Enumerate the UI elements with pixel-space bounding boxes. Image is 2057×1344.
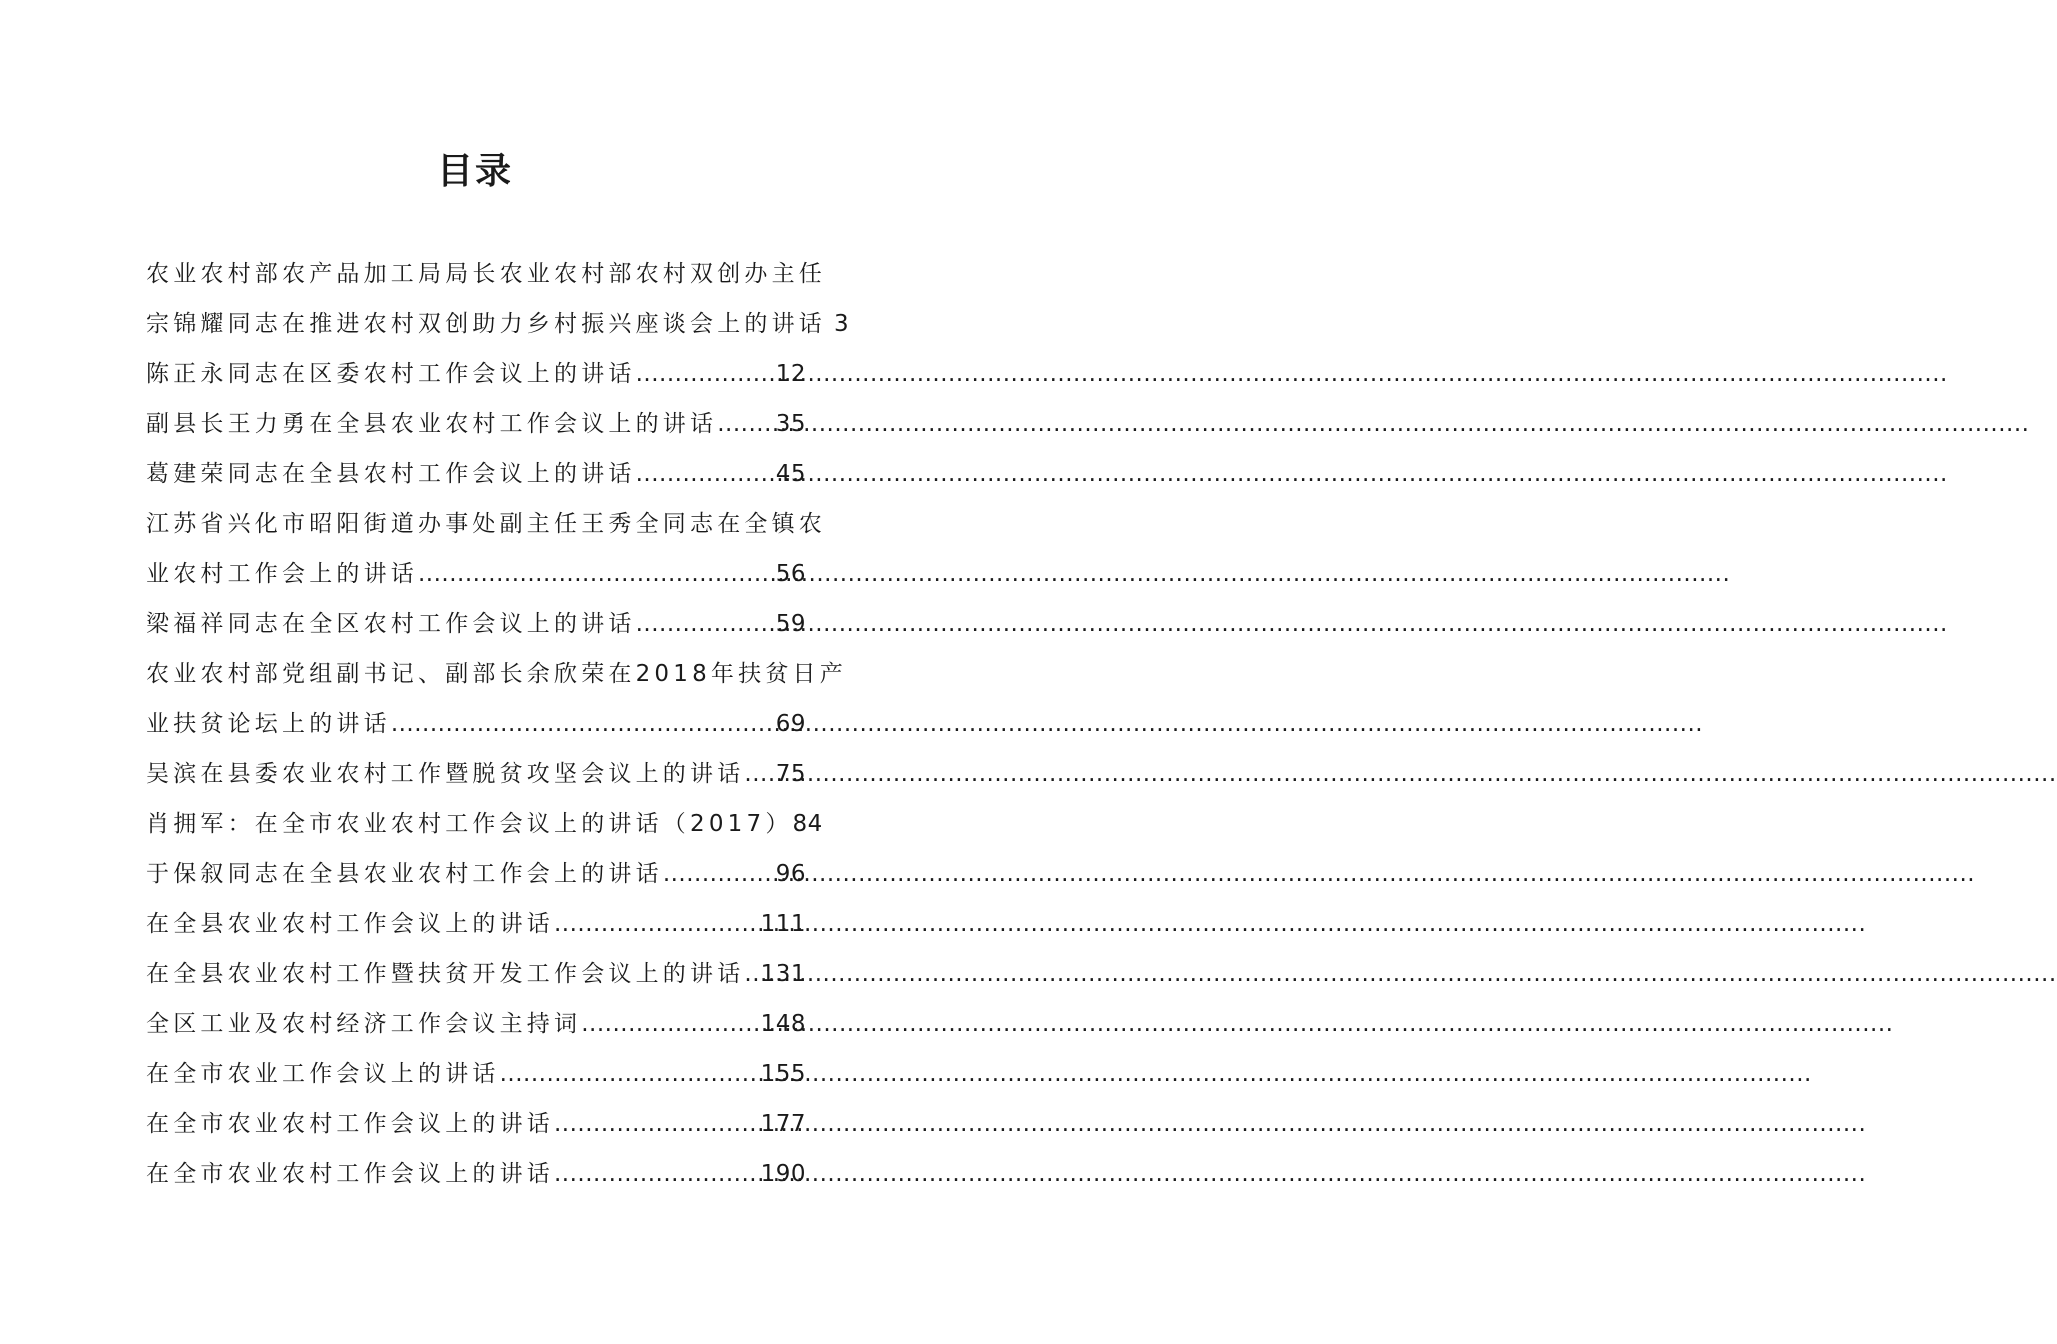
- toc-entry-line: [146, 349, 806, 399]
- page-title: 目录: [436, 150, 513, 192]
- toc-entry[interactable]: [146, 499, 826, 599]
- toc-entry[interactable]: [146, 849, 806, 899]
- toc-entry-line: [146, 499, 826, 549]
- toc-entry-line: [146, 949, 806, 999]
- toc-page-number: 69: [775, 711, 806, 737]
- dot-leader: [636, 349, 776, 399]
- dot-leader: [744, 749, 775, 799]
- toc-page-number: 177: [760, 1111, 806, 1137]
- toc-entry-title: 吴滨在县委农业农村工作暨脱贫攻坚会议上的讲话: [146, 761, 745, 787]
- toc-page-number: 155: [760, 1061, 806, 1087]
- toc-entry-title: 副县长王力勇在全县农业农村工作会议上的讲话: [146, 411, 718, 437]
- toc-page-number: 131: [760, 961, 806, 987]
- toc-entry-line: [146, 299, 850, 349]
- toc-entry[interactable]: [146, 799, 823, 849]
- toc-entry-title: 葛建荣同志在全县农村工作会议上的讲话: [146, 461, 636, 487]
- dot-leader: [418, 549, 776, 599]
- toc-entry-line: [146, 999, 806, 1049]
- dot-leader: [554, 1149, 761, 1199]
- dot-leader: [554, 1099, 761, 1149]
- toc-entry-title: 梁福祥同志在全区农村工作会议上的讲话: [146, 611, 636, 637]
- toc-page-number: 59: [775, 611, 806, 637]
- document-page: [0, 0, 950, 1344]
- toc-entry-line: [146, 799, 823, 849]
- toc-entry[interactable]: [146, 999, 806, 1049]
- toc-entry[interactable]: [146, 749, 806, 799]
- dot-leader: [636, 449, 776, 499]
- toc-entry[interactable]: [146, 349, 806, 399]
- toc-entry[interactable]: [146, 399, 806, 449]
- toc-page-number: 111: [760, 911, 806, 937]
- toc-entry-line: [146, 699, 806, 749]
- toc-entry[interactable]: [146, 599, 806, 649]
- dot-leader: [636, 599, 776, 649]
- toc-entry-line: [146, 849, 806, 899]
- toc-entry[interactable]: [146, 649, 847, 749]
- toc-entry-title: 宗锦耀同志在推进农村双创助力乡村振兴座谈会上的讲话: [146, 311, 826, 337]
- toc-entry-title: 业农村工作会上的讲话: [146, 561, 418, 587]
- toc-page-number: 3: [834, 311, 850, 337]
- toc-entry-title: 农业农村部农产品加工局局长农业农村部农村双创办主任: [146, 261, 826, 287]
- toc-entry-line: [146, 599, 806, 649]
- toc-entry[interactable]: [146, 249, 850, 349]
- toc-entry-title: 在全市农业工作会议上的讲话: [146, 1061, 500, 1087]
- table-of-contents: [146, 249, 850, 1199]
- toc-entry-line: [146, 1099, 806, 1149]
- toc-page-number: 45: [775, 461, 806, 487]
- toc-entry[interactable]: [146, 449, 806, 499]
- toc-page-number: 12: [775, 361, 806, 387]
- toc-entry-title: 于保叙同志在全县农业农村工作会上的讲话: [146, 861, 663, 887]
- toc-entry-title: 业扶贫论坛上的讲话: [146, 711, 391, 737]
- toc-entry-line: [146, 549, 806, 599]
- toc-entry-title: 在全市农业农村工作会议上的讲话: [146, 1111, 554, 1137]
- toc-entry-line: [146, 399, 806, 449]
- toc-entry-line: [146, 1049, 806, 1099]
- toc-entry[interactable]: [146, 1049, 806, 1099]
- toc-entry-title: 在全县农业农村工作暨扶贫开发工作会议上的讲话: [146, 961, 745, 987]
- toc-entry-line: [146, 649, 847, 699]
- toc-page-number: 84: [792, 811, 823, 837]
- toc-entry-line: [146, 749, 806, 799]
- toc-entry-line: [146, 1149, 806, 1199]
- toc-entry-title: 农业农村部党组副书记、副部长余欣荣在2018年扶贫日产: [146, 661, 847, 687]
- toc-page-number: 75: [775, 761, 806, 787]
- toc-entry[interactable]: [146, 1149, 806, 1199]
- toc-entry-line: [146, 899, 806, 949]
- dot-leader: [581, 999, 760, 1049]
- toc-entry-title: 肖拥军：在全市农业农村工作会议上的讲话（2017）: [146, 811, 793, 837]
- toc-entry-title: 全区工业及农村经济工作会议主持词: [146, 1011, 582, 1037]
- toc-entry[interactable]: [146, 1099, 806, 1149]
- toc-page-number: 35: [775, 411, 806, 437]
- toc-page-number: 148: [760, 1011, 806, 1037]
- toc-entry-title: 江苏省兴化市昭阳街道办事处副主任王秀全同志在全镇农: [146, 511, 826, 537]
- dot-leader: [500, 1049, 761, 1099]
- toc-entry[interactable]: [146, 899, 806, 949]
- dot-leader: [554, 899, 761, 949]
- dot-leader: [663, 849, 776, 899]
- toc-entry-line: [146, 449, 806, 499]
- dot-leader: [717, 399, 776, 449]
- toc-entry-title: 在全市农业农村工作会议上的讲话: [146, 1161, 554, 1187]
- dot-leader: [744, 949, 760, 999]
- toc-page-number: 190: [760, 1161, 806, 1187]
- dot-leader: [391, 699, 776, 749]
- toc-entry[interactable]: [146, 949, 806, 999]
- toc-entry-title: 陈正永同志在区委农村工作会议上的讲话: [146, 361, 636, 387]
- toc-entry-line: [146, 249, 826, 299]
- toc-page-number: 56: [775, 561, 806, 587]
- toc-page-number: 96: [775, 861, 806, 887]
- toc-entry-title: 在全县农业农村工作会议上的讲话: [146, 911, 554, 937]
